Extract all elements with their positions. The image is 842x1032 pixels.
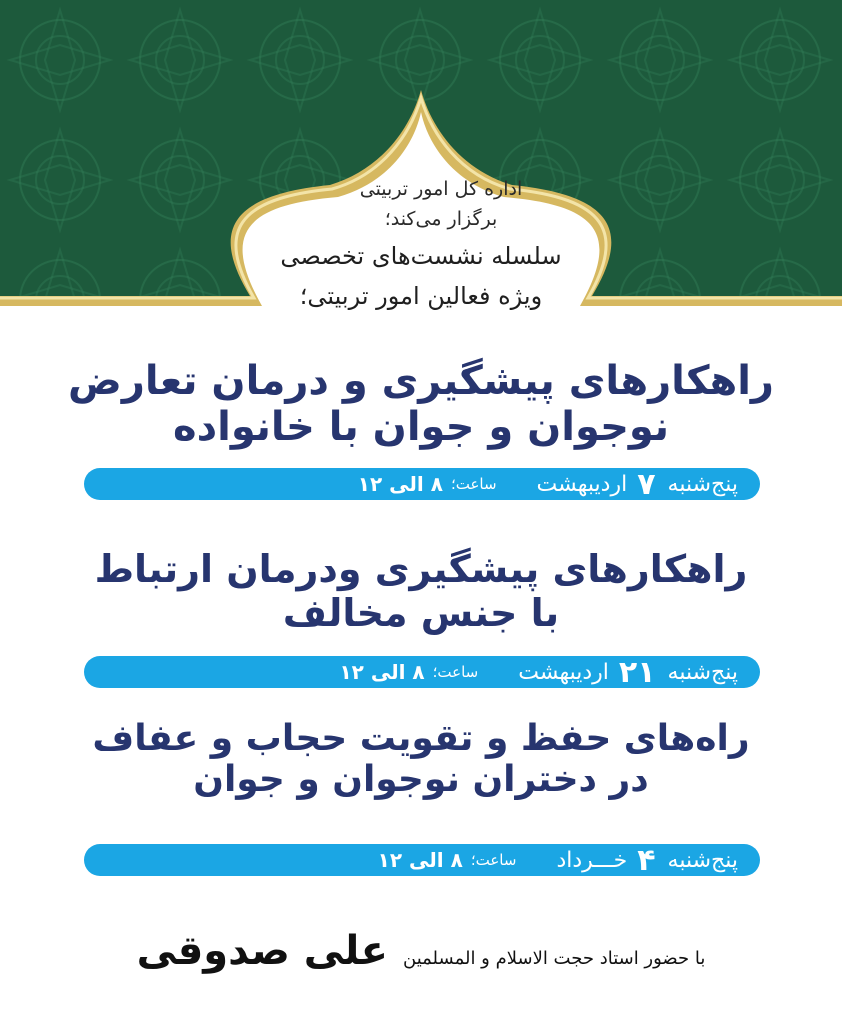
session-3-day: پنج‌شنبه	[667, 847, 738, 873]
session-3-title-line-2: در دختران نوجوان و جوان	[193, 759, 649, 801]
session-2-day: پنج‌شنبه	[667, 659, 738, 685]
session-3-date-bar	[84, 844, 760, 876]
session-2-date-number: ۲۱	[618, 654, 656, 690]
session-2-time-value: ۸ الی ۱۲	[339, 660, 425, 684]
session-3-month: خـــرداد	[556, 847, 628, 873]
session-3-time-label: ساعت؛	[470, 851, 517, 869]
presence-text: با حضور استاد حجت الاسلام و المسلمین	[403, 948, 706, 969]
holds-text: برگزار می‌کند؛	[384, 208, 498, 230]
session-2-time-label: ساعت؛	[432, 663, 479, 681]
session-1-title-line-2: نوجوان و جوان با خانواده	[172, 404, 669, 450]
audience-text: ویژه فعالین امور تربیتی؛	[299, 282, 543, 310]
speaker-name: علی صدوقی	[136, 928, 388, 974]
session-2-title-line-2: با جنس مخالف	[282, 590, 560, 635]
session-2-month: اردیبهشت	[518, 659, 609, 685]
session-1-time-value: ۸ الی ۱۲	[357, 472, 443, 496]
series-text: سلسله نشست‌های تخصصی	[280, 242, 562, 270]
session-1-time-label: ساعت؛	[450, 475, 497, 493]
session-2-date-bar	[84, 656, 760, 688]
session-2-title	[40, 548, 802, 635]
session-2-title-line-1: راهکارهای پیشگیری ودرمان ارتباط	[94, 547, 748, 591]
session-3-title	[40, 718, 802, 801]
session-3-time-value: ۸ الی ۱۲	[377, 848, 463, 872]
session-3-date-number: ۴	[637, 842, 656, 878]
session-1-month: اردیبهشت	[536, 471, 628, 497]
session-1-title-line-1: راهکارهای پیشگیری و درمان تعارض	[68, 358, 774, 404]
session-1-date-number: ۷	[637, 466, 656, 502]
organizer-text: اداره کل امور تربیتی	[359, 178, 523, 200]
session-3-title-line-1: راه‌های حفظ و تقویت حجاب و عفاف	[92, 718, 750, 759]
session-1-day: پنج‌شنبه	[667, 471, 738, 497]
session-1-title	[40, 358, 802, 450]
speaker-line	[0, 928, 842, 974]
session-1-date-bar	[84, 468, 760, 500]
